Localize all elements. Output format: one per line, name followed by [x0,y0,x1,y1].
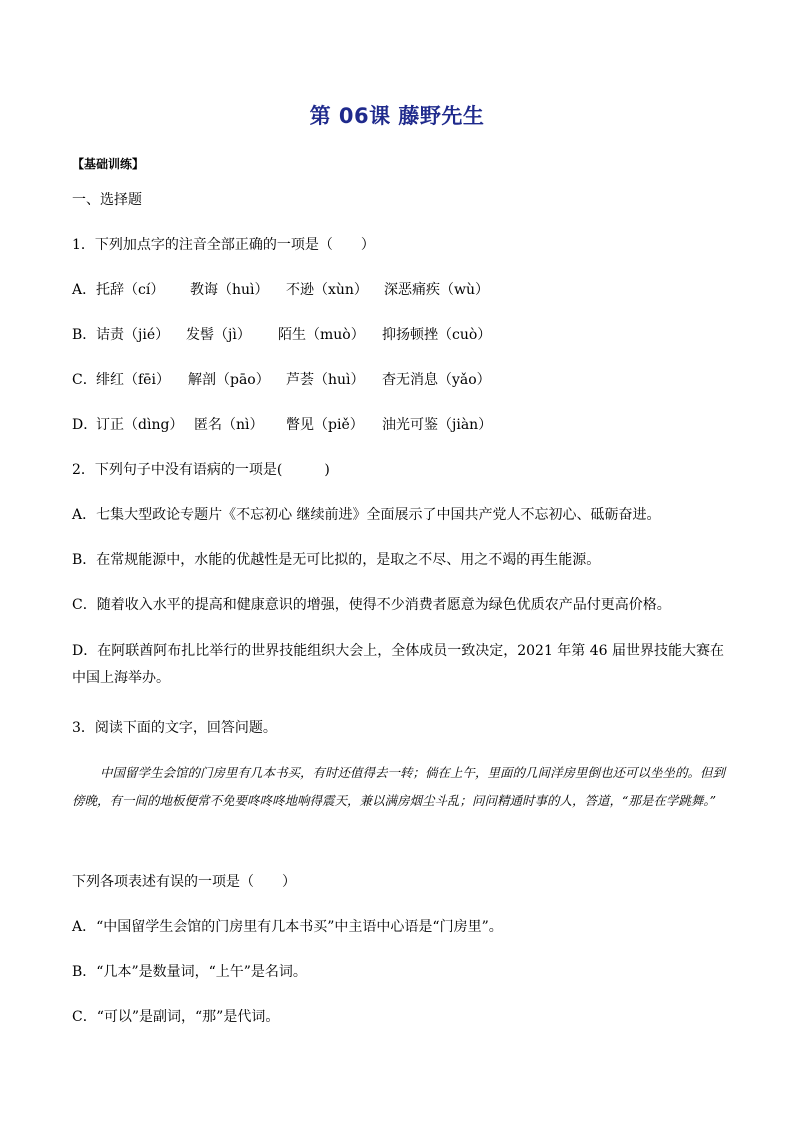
q3-option-b: B．“几本”是数量词，“上午”是名词。 [72,964,307,980]
q3-stem: 3．阅读下面的文字，回答问题。 [72,720,277,736]
option-item: 托辞（cí） [96,282,165,298]
option-item: 订正（dìng） [96,417,184,433]
section-label: 【基础训练】 [72,157,145,171]
q3-option-c: C．“可以”是副词，“那”是代词。 [72,1009,280,1025]
part-heading: 一、选择题 [72,192,142,208]
q3-sub-stem: 下列各项表述有误的一项是（ ） [72,874,296,890]
option-item: 陌生（muò） [278,327,365,343]
q2-option-d: D．在阿联酋阿布扎比举行的世界技能组织大会上，全体成员一致决定，2021 年第 46 届世界技能大赛在中国上海举办。 [72,643,725,686]
q2-stem: 2．下列句子中没有语病的一项是( ) [72,462,330,478]
q1-option-c [72,370,491,390]
option-item: 芦荟（huì） [286,372,365,388]
option-item: 不逊（xùn） [286,282,368,298]
q2-option-b: B．在常规能源中，水能的优越性是无可比拟的，是取之不尽、用之不竭的再生能源。 [72,552,601,568]
page-title: 第 06课 藤野先生 [309,104,485,128]
option-item: 油光可鉴（jiàn） [382,417,493,433]
q1-option-d [72,415,492,435]
q2-option-a: A．七集大型政论专题片《不忘初心 继续前进》全面展示了中国共产党人不忘初心、砥砺奋进。 [72,507,661,523]
option-item: 抑扬顿挫（cuò） [382,327,492,343]
option-letter: C． [72,372,97,388]
option-letter: D． [72,417,98,433]
q1-option-a [72,280,489,300]
option-item: 杳无消息（yǎo） [382,372,491,388]
option-item: 绯红（fēi） [96,372,170,388]
q1-stem: 1．下列加点字的注音全部正确的一项是（ ） [72,237,375,253]
q1-option-b [72,325,491,345]
option-item: 发髻（jì） [186,327,251,343]
q2-option-c: C．随着收入水平的提高和健康意识的增强，使得不少消费者愿意为绿色优质农产品付更高价格。 [72,597,671,613]
q3-option-a: A．“中国留学生会馆的门房里有几本书买”中主语中心语是“门房里”。 [72,919,503,935]
option-item: 匿名（nì） [194,417,264,433]
option-item: 解剖（pāo） [188,372,270,388]
reading-passage: 中国留学生会馆的门房里有几本书买，有时还值得去一转；倘在上午，里面的几间洋房里倒也还可以坐坐的。但到傍晚，有一间的地板便常不免要咚咚咚地响得震天，兼以满房烟尘斗乱；问问精通时事的人，答道，“那是在学跳舞。” [72,765,726,808]
option-item: 深恶痛疾（wù） [384,282,489,298]
option-letter: A． [72,282,97,298]
option-letter: B． [72,327,97,343]
option-item: 教诲（huì） [190,282,269,298]
option-item: 诘责（jié） [96,327,170,343]
option-item: 瞥见（piě） [286,417,364,433]
